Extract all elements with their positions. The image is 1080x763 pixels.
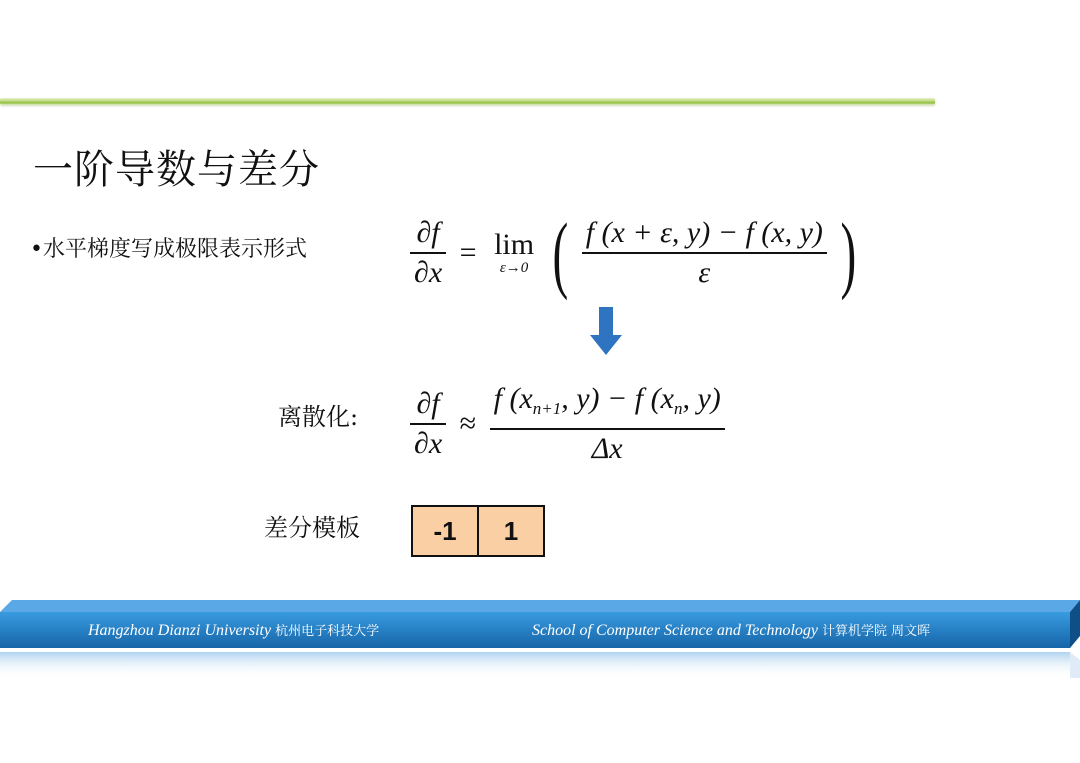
difference-quotient <box>582 214 827 292</box>
limit-formula <box>410 205 863 301</box>
partial-denominator: ∂x <box>414 256 443 289</box>
partial-denominator: ∂x <box>414 427 443 460</box>
footer-university <box>88 620 379 640</box>
num-subscript-1: n+1 <box>532 399 562 418</box>
equals-sign: = <box>459 236 477 269</box>
template-label: 差分模板 <box>264 514 360 542</box>
footer-banner <box>0 598 1080 688</box>
partial-numerator: ∂f <box>410 385 446 425</box>
slide-title: 一阶导数与差分 <box>33 147 320 193</box>
num-part-1: f (x <box>493 382 533 415</box>
difference-stencil <box>411 505 545 557</box>
difference-numerator: f (x + ε, y) − f (x, y) <box>582 214 827 254</box>
approx-sign: ≈ <box>459 407 477 440</box>
partial-numerator: ∂f <box>410 214 446 254</box>
discretize-label: 离散化: <box>278 403 359 431</box>
num-subscript-2: n <box>673 399 683 418</box>
partial-fraction <box>410 385 446 463</box>
num-part-3: , y) <box>682 382 721 415</box>
finite-difference-denominator: Δx <box>591 432 623 465</box>
num-part-2: , y) − f (x <box>561 382 674 415</box>
right-paren: ) <box>840 205 857 301</box>
limit-word: lim <box>494 228 535 261</box>
discrete-formula <box>410 380 725 468</box>
top-divider-line <box>0 98 935 105</box>
stencil-cell-right: 1 <box>477 507 543 555</box>
finite-difference <box>490 380 725 468</box>
difference-denominator: ε <box>698 256 711 289</box>
finite-difference-numerator <box>490 380 725 430</box>
school-en: School of Computer Science and Technology <box>532 622 819 639</box>
bullet-text: •水平梯度写成极限表示形式 <box>30 237 307 262</box>
left-paren: ( <box>552 205 568 301</box>
arrow-down-icon <box>588 307 624 357</box>
stencil-cell-left: -1 <box>413 507 477 555</box>
footer-school <box>532 620 930 640</box>
limit-subscript: ε→0 <box>499 260 529 276</box>
university-en: Hangzhou Dianzi University <box>88 622 272 639</box>
limit-operator <box>494 230 534 276</box>
partial-fraction <box>410 214 446 292</box>
university-cn: 杭州电子科技大学 <box>275 624 380 639</box>
school-cn: 计算机学院 周文晖 <box>822 624 931 639</box>
